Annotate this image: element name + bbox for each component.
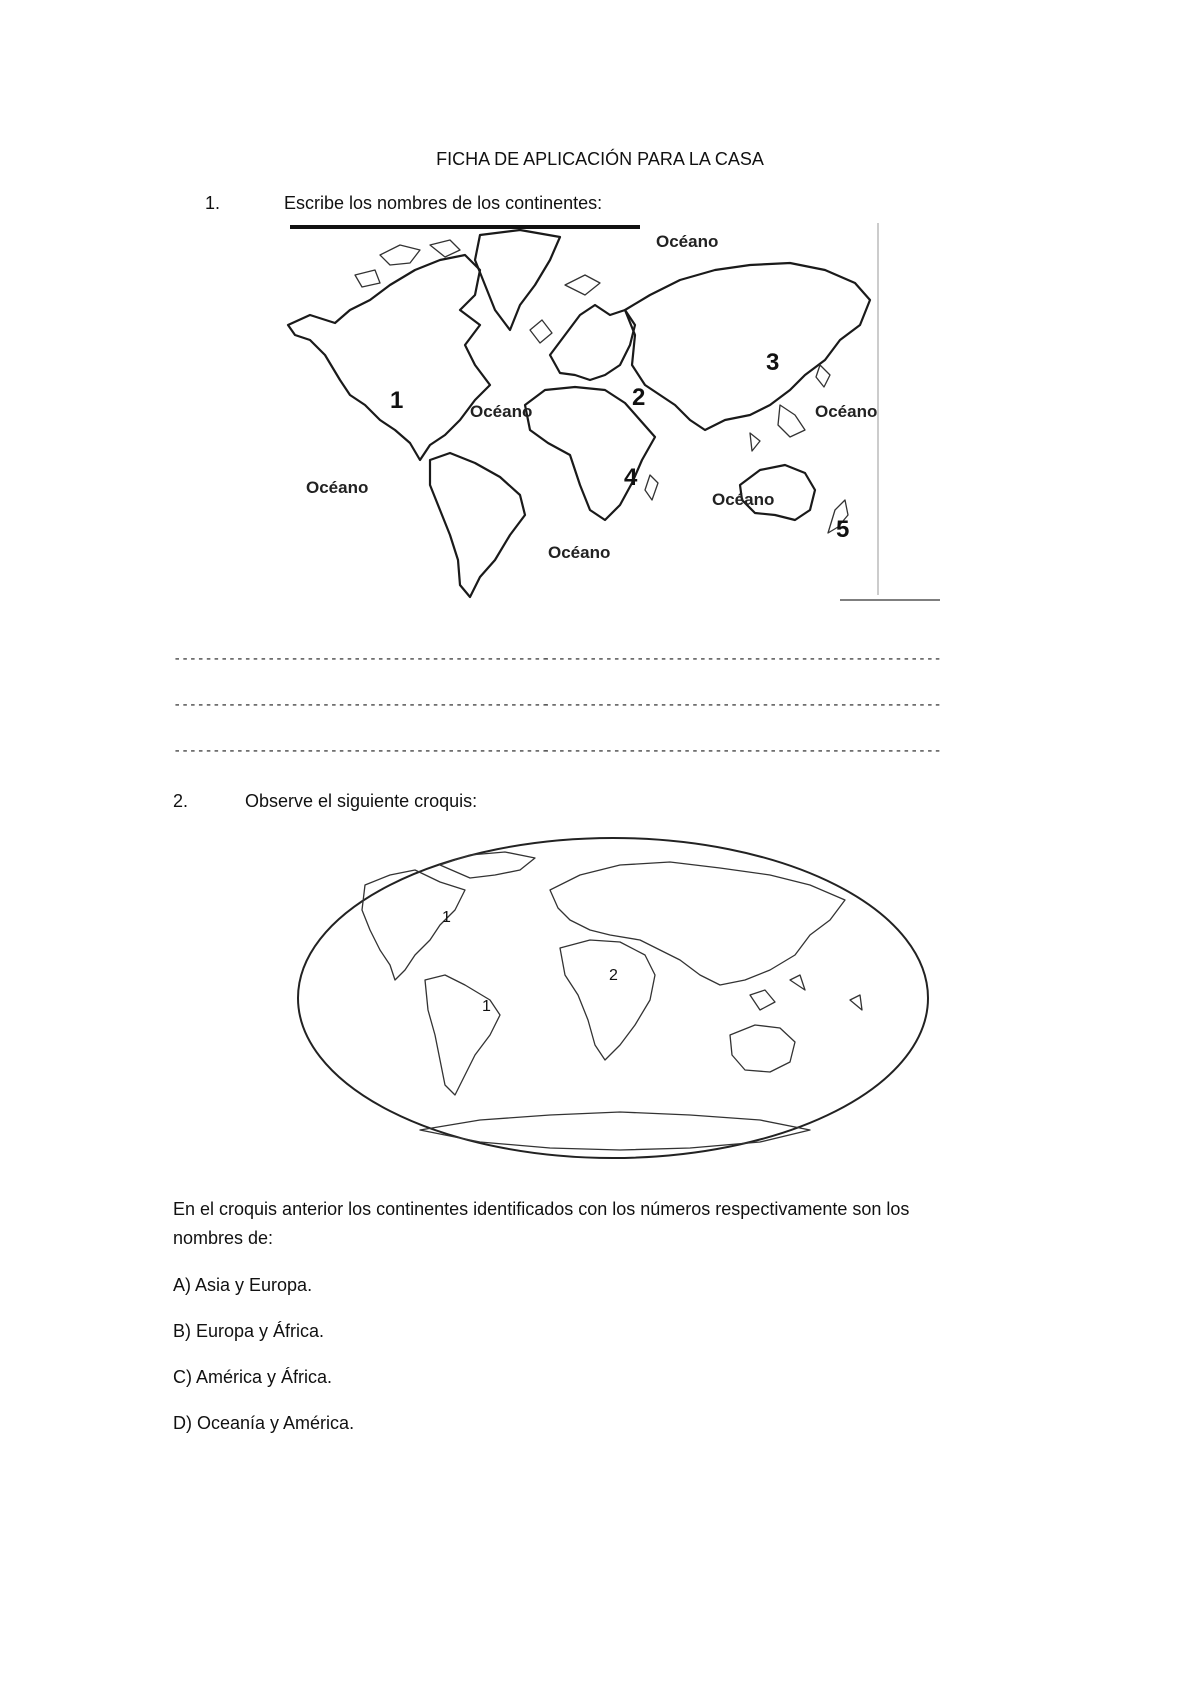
answer-line-right-2[interactable]: --------------------------------------------------- <box>542 697 942 713</box>
statement-line-1: En el croquis anterior los continentes identificados con los números respectivamente son los <box>173 1199 910 1219</box>
greenland-shape <box>475 230 560 330</box>
ocean-label-arctic: Océano <box>656 232 719 251</box>
continent-number-1: 1 <box>390 387 404 414</box>
south-america-shape <box>430 453 525 597</box>
answer-line-left-3[interactable]: ------------------------------------------------ <box>173 743 549 759</box>
ocean-label-pacific-west: Océano <box>815 402 878 421</box>
oval-eurasia-shape <box>550 862 845 985</box>
continent-number-3: 3 <box>766 349 780 376</box>
answer-line-left-2[interactable]: ------------------------------------------------ <box>173 697 549 713</box>
world-map-flat <box>280 215 950 605</box>
statement-line-2: nombres de: <box>173 1228 274 1248</box>
ocean-label-indian: Océano <box>712 490 775 509</box>
question-2-text: Observe el siguiente croquis: <box>245 791 478 811</box>
question-1-number: 1. <box>205 193 221 213</box>
europe-shape <box>550 305 635 380</box>
oval-continent-number-2: 2 <box>609 967 618 984</box>
oval-south-america-shape <box>425 975 500 1095</box>
oval-continent-number-1-north: 1 <box>442 909 451 926</box>
option-a[interactable]: A) Asia y Europa. <box>173 1275 313 1295</box>
oval-antarctica-shape <box>420 1112 810 1150</box>
north-america-shape <box>288 255 490 460</box>
option-d[interactable]: D) Oceanía y América. <box>173 1413 355 1433</box>
oval-continent-numbers <box>442 909 618 1015</box>
oval-africa-shape <box>560 940 655 1060</box>
answer-line-right-1[interactable]: --------------------------------------------------- <box>542 651 942 667</box>
continent-number-4: 4 <box>624 464 638 491</box>
world-map-oval <box>290 830 940 1170</box>
ocean-label-pacific-east: Océano <box>306 478 369 497</box>
question-2-number: 2. <box>173 791 189 811</box>
ocean-label-atlantic-north: Océano <box>470 402 533 421</box>
question-1-text: Escribe los nombres de los continentes: <box>284 193 603 213</box>
answer-line-left-1[interactable]: ------------------------------------------------ <box>173 651 549 667</box>
continent-number-2: 2 <box>632 384 646 411</box>
continent-numbers <box>390 349 849 543</box>
option-b[interactable]: B) Europa y África. <box>173 1321 325 1341</box>
worksheet-title: FICHA DE APLICACIÓN PARA LA CASA <box>436 149 764 169</box>
option-c[interactable]: C) América y África. <box>173 1367 333 1387</box>
ocean-label-atlantic-south: Océano <box>548 543 611 562</box>
oval-australia-shape <box>730 1025 795 1072</box>
oval-continent-number-1-south: 1 <box>482 998 491 1015</box>
answer-line-right-3[interactable]: --------------------------------------------------- <box>542 743 942 759</box>
continent-number-5: 5 <box>836 516 850 543</box>
